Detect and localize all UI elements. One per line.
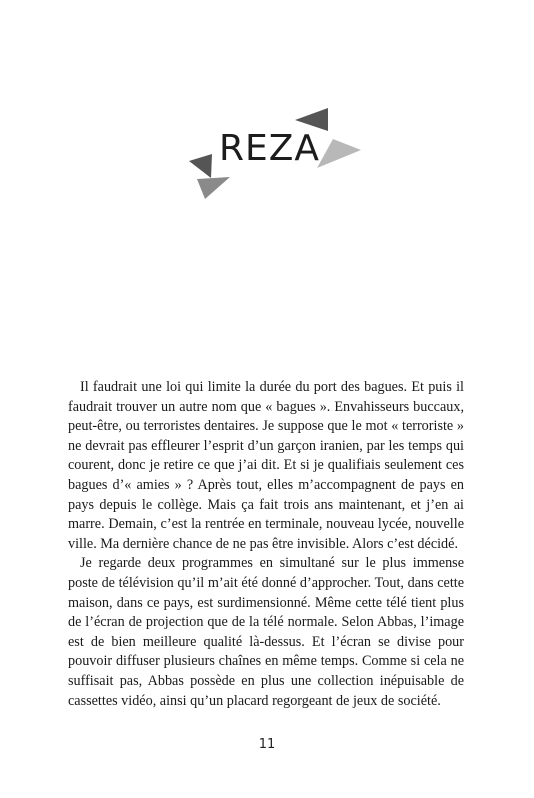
- page-number: 11: [258, 737, 276, 752]
- paragraph: Je regarde deux programmes en simultané sur le plus immense poste de télévision qu’il m’ait été donné d’approcher. Tout, dans cette maison, dans ce pays, est surdimensionné. Même cette télé tient plus de l’écran de projection que de la télé normale. Selon Abbas, l’image est de bien meilleure qualité là-dessus. Et l’écran se divise pour pouvoir diffuser plusieurs chaînes en même temps. Comme si cela ne suffisait pas, Abbas possède en plus une collection inépuisable de cassettes vidéo, ainsi qu’un placard regorgeant de jeux de société.: [68, 555, 464, 709]
- triangle-left-icon: [189, 154, 212, 178]
- paragraph: Il faudrait une loi qui limite la durée du port des bagues. Et puis il faudrait trouver un autre nom que « bagues ». Envahisseurs buccaux, peut-être, ou terroristes dentaires. Je suppose que le mot « terroriste » ne devrait pas effleurer l’esprit d’un garçon iranien, par les temps qui courent, donc je retire ce que j’ai dit. Et si je qualifiais seulement ces bagues d’« amies » ? Après tout, elles m’accompagnent de pays en pays depuis le collège. Mais ça fait trois ans maintenant, et j’en ai marre. Demain, c’est la rentrée en terminale, nouveau lycée, nouvelle ville. Ma dernière chance de ne pas être invisible. Alors c’est décidé.: [68, 379, 464, 552]
- chapter-title: REZA: [219, 128, 321, 169]
- triangle-right-icon: [317, 139, 361, 168]
- triangle-bottom-left-icon: [197, 177, 230, 199]
- chapter-heading: [185, 103, 365, 203]
- body-text: [68, 378, 464, 711]
